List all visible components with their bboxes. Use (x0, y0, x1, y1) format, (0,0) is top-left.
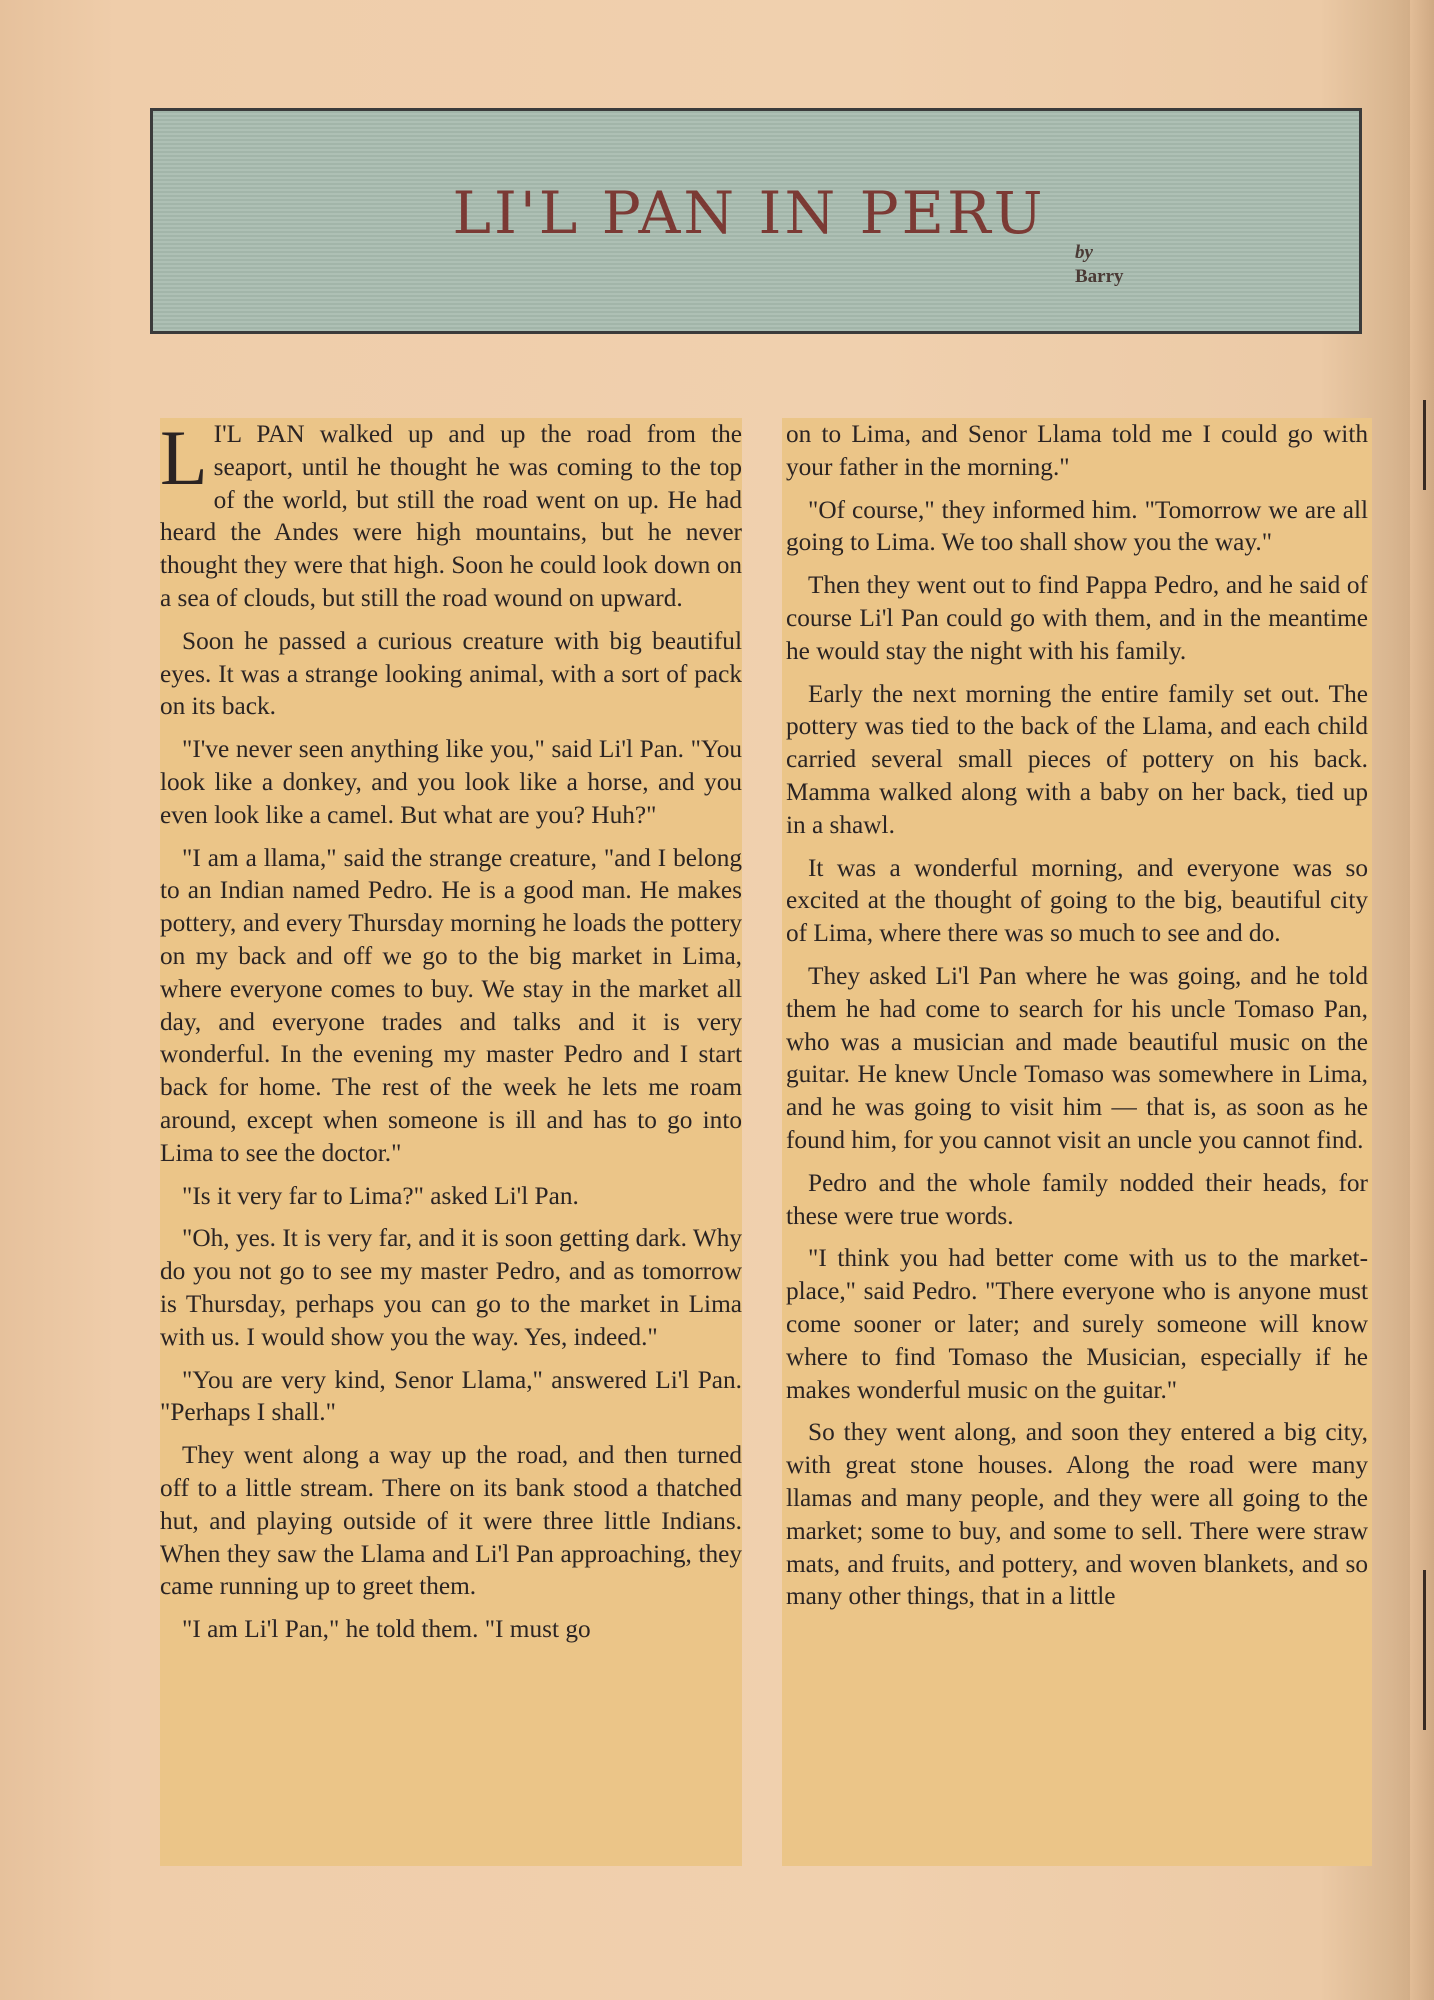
story-paragraph: They asked Li'l Pan where he was going, and he told them he had come to search for his uncle Tomaso Pan, who was a musician and made beautiful music on the guitar. He knew Uncle Tomaso was somewhere in Lima, and he was going to visit him — that is, as soon as he found him, for you cannot visit an uncle you cannot find. (786, 961, 1368, 1154)
story-paragraph: "I think you had better come with us to the market-place," said Pedro. "There everyone who is anyone must come sooner or later; and surely someone will know where to find Tomaso the Musician, especially if he makes wonderful music on the guitar." (786, 1244, 1368, 1404)
byline-author: Barry (1075, 266, 1124, 287)
story-paragraph: It was a wonderful morning, and everyone was so excited at the thought of going to the big, beautiful city of Lima, where there was so much to see and do. (786, 853, 1368, 948)
story-column-right (782, 418, 1372, 1866)
drop-cap: L (160, 418, 208, 501)
story-paragraph: "Is it very far to Lima?" asked Li'l Pan. (182, 1181, 579, 1210)
story-paragraph: Pedro and the whole family nodded their heads, for these were true words. (786, 1168, 1368, 1230)
title-banner (150, 108, 1362, 334)
story-paragraph: Early the next morning the entire family set out. The pottery was tied to the back of the Llama, and each child carried several small pieces of pottery on his back. Mamma walked along with a baby on her back, tied up in a shawl. (786, 679, 1368, 839)
story-paragraph: "Of course," they informed him. "Tomorrow we are all going to Lima. We too shall show you the way." (786, 495, 1368, 557)
story-paragraph: "I am Li'l Pan," he told them. "I must go (182, 1615, 591, 1644)
story-paragraph: So they went along, and soon they entered a big city, with great stone houses. Along the road were many llamas and many people, and they were all going to the market; some to buy, and some to sell. There were straw mats, and fruits, and pottery, and woven blankets, and so many other things, that in a little (786, 1418, 1368, 1611)
story-paragraph: "I am a llama," said the strange creature, "and I belong to an Indian named Pedro. He is a good man. He makes pottery, and every Thursday morning he loads the pottery on my back and off we go to the big market in Lima, where everyone comes to buy. We stay in the market all day, and everyone trades and talks and it is very wonderful. In the evening my master Pedro and I start back for home. The rest of the week he lets me roam around, except when someone is ill and has to go into Lima to see the doctor." (160, 843, 742, 1167)
story-paragraph: Soon he passed a curious creature with big beautiful eyes. It was a strange looking animal, with a sort of pack on its back. (160, 626, 742, 721)
story-paragraph: "I've never seen anything like you," said Li'l Pan. "You look like a donkey, and you look like a horse, and you even look like a camel. But what are you? Huh?" (160, 735, 742, 829)
story-title: LI'L PAN IN PERU (452, 179, 1046, 247)
page-edge-mark (1423, 400, 1426, 490)
byline-by: by (1075, 242, 1093, 263)
story-paragraph: "You are very kind, Senor Llama," answered Li'l Pan. "Perhaps I shall." (160, 1365, 742, 1427)
story-paragraph: Then they went out to find Pappa Pedro, and he said of course Li'l Pan could go with them, and in the meantime he would stay the night with his family. (786, 571, 1368, 665)
byline (1075, 241, 1124, 289)
page-edge-mark (1423, 1570, 1426, 1730)
story-paragraph: "Oh, yes. It is very far, and it is soon getting dark. Why do you not go to see my master Pedro, and as tomorrow is Thursday, perhaps you can go to the market in Lima with us. I would show you the way. Yes, indeed." (160, 1224, 742, 1351)
story-column-left (160, 418, 742, 1866)
story-paragraph: on to Lima, and Senor Llama told me I could go with your father in the morning." (786, 420, 1368, 481)
story-paragraph: L I'L PAN walked up and up the road from the seaport, until he thought he was coming to the top of the world, but still the road went on up. He had heard the Andes were high mountains, but he never thought they were that high. Soon he could look down on a sea of clouds, but still the road wound on upward. (160, 418, 742, 612)
page-edge (1410, 0, 1434, 2000)
story-paragraph: They went along a way up the road, and then turned off to a little stream. There on its bank stood a thatched hut, and playing outside of it were three little Indians. When they saw the Llama and Li'l Pan approaching, they came running up to greet them. (160, 1441, 742, 1601)
